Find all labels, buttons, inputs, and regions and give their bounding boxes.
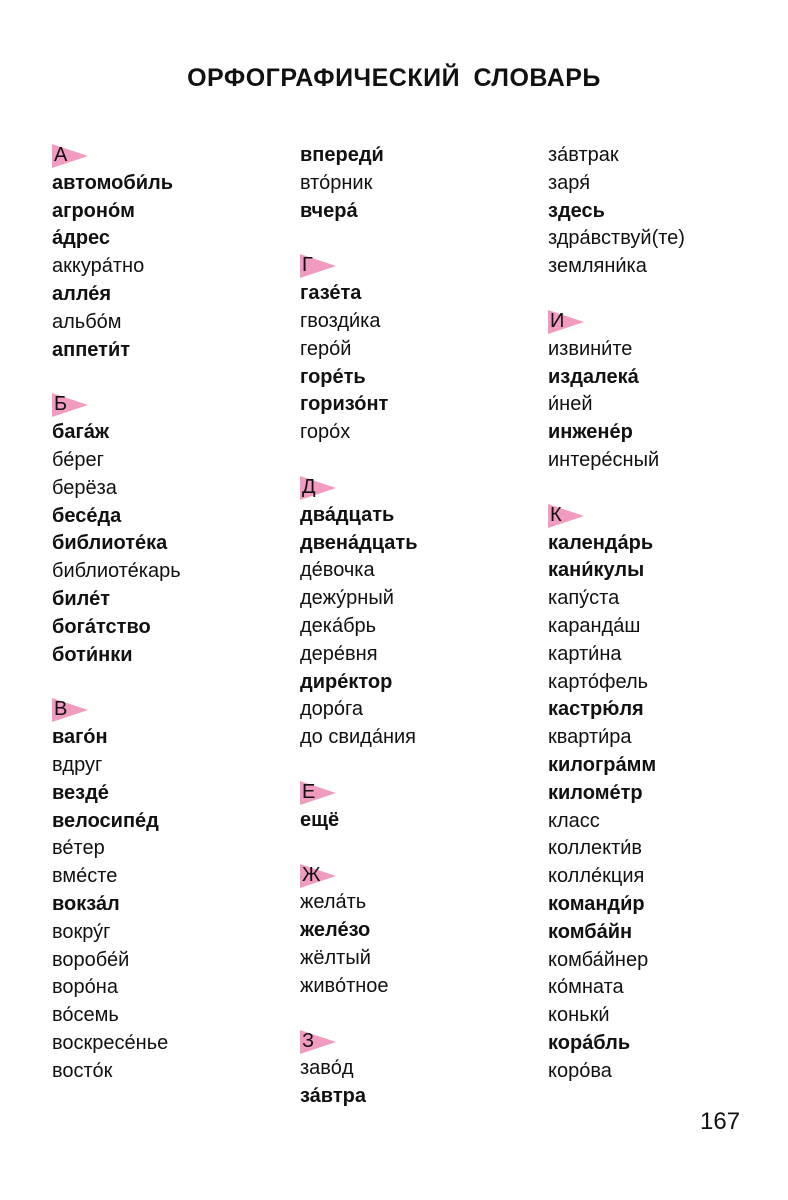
dictionary-word: карти́на	[548, 642, 622, 665]
dictionary-word: живо́тное	[300, 974, 389, 997]
dictionary-word: аккура́тно	[52, 255, 145, 278]
dictionary-word: ещё	[300, 808, 340, 831]
dictionary-word: заря́	[548, 171, 591, 194]
section-letter	[300, 474, 540, 502]
dictionary-word: везде́	[52, 781, 109, 804]
section-letter-text: К	[550, 503, 562, 526]
dictionary-column-2	[300, 142, 540, 1111]
dictionary-word: боти́нки	[52, 643, 133, 666]
dictionary-word: ко́мната	[548, 976, 624, 999]
section-letter-text: З	[302, 1029, 315, 1052]
section-gap	[52, 669, 292, 696]
dictionary-word: алле́я	[52, 282, 112, 305]
dictionary-word: воскресе́нье	[52, 1031, 169, 1054]
dictionary-word: дире́ктор	[300, 670, 393, 693]
dictionary-word: за́втрак	[548, 144, 619, 166]
section-letter-text: Г	[302, 254, 313, 277]
section-gap	[300, 835, 540, 862]
dictionary-word: интере́сный	[548, 448, 660, 471]
dictionary-word: издалека́	[548, 365, 639, 388]
section-letter	[52, 696, 292, 724]
dictionary-word: а́дрес	[52, 227, 111, 250]
dictionary-word: за́втра	[300, 1085, 366, 1108]
dictionary-word: желе́зо	[300, 919, 371, 942]
section-letter	[300, 779, 540, 807]
dictionary-word: библиоте́ка	[52, 532, 168, 555]
dictionary-word: бога́тство	[52, 615, 151, 638]
dictionary-word: бе́рег	[52, 448, 104, 471]
dictionary-word: газе́та	[300, 282, 362, 305]
dictionary-word: заво́д	[300, 1057, 354, 1080]
dictionary-word: двена́дцать	[300, 531, 418, 554]
section-letter	[300, 252, 540, 280]
dictionary-word: биле́т	[52, 587, 111, 610]
dictionary-word: агроно́м	[52, 199, 135, 222]
dictionary-word: воробе́й	[52, 948, 130, 971]
section-letter	[548, 308, 788, 336]
dictionary-word: коллекти́в	[548, 837, 643, 860]
dictionary-word: вчера́	[300, 199, 358, 222]
dictionary-word: вдруг	[52, 753, 103, 776]
section-letter-text: В	[54, 698, 68, 721]
dictionary-word: дежу́рный	[300, 587, 394, 610]
section-letter-text: Д	[302, 475, 316, 498]
dictionary-word: кани́кулы	[548, 559, 645, 582]
section-gap	[300, 1001, 540, 1028]
section-gap	[548, 475, 788, 502]
dictionary-word: комба́йн	[548, 920, 633, 943]
section-letter	[300, 1028, 540, 1056]
dictionary-word: автомоби́ль	[52, 171, 174, 194]
dictionary-word: кварти́ра	[548, 726, 632, 749]
dictionary-word: капу́ста	[548, 587, 620, 610]
section-letter-text: И	[550, 309, 565, 332]
dictionary-word: календа́рь	[548, 531, 654, 554]
dictionary-word: горизо́нт	[300, 393, 389, 416]
dictionary-word: гвозди́ка	[300, 309, 381, 332]
dictionary-word: впереди́	[300, 144, 384, 166]
section-letter-text: Б	[54, 393, 68, 416]
dictionary-word: инжене́р	[548, 421, 633, 444]
section-letter	[548, 502, 788, 530]
dictionary-word: земляни́ка	[548, 255, 647, 278]
dictionary-word: класс	[548, 809, 600, 832]
section-letter	[300, 862, 540, 890]
page-title: ОРФОГРАФИЧЕСКИЙ СЛОВАРЬ	[187, 64, 601, 92]
dictionary-word: каранда́ш	[548, 614, 641, 637]
dictionary-word: коньки́	[548, 1004, 610, 1027]
dictionary-word: здесь	[548, 199, 605, 222]
dictionary-word: бага́ж	[52, 421, 110, 444]
dictionary-word: аппети́т	[52, 338, 131, 361]
dictionary-word: жела́ть	[300, 891, 367, 914]
dictionary-word: де́вочка	[300, 559, 375, 582]
dictionary-word: комба́йнер	[548, 948, 649, 971]
dictionary-word: извини́те	[548, 337, 633, 360]
dictionary-word: велосипе́д	[52, 809, 159, 832]
dictionary-word: альбо́м	[52, 310, 122, 333]
dictionary-word: команди́р	[548, 892, 645, 915]
dictionary-word: ве́тер	[52, 837, 105, 860]
section-gap	[52, 364, 292, 391]
dictionary-word: жёлтый	[300, 946, 371, 969]
section-gap	[300, 447, 540, 474]
section-gap	[300, 225, 540, 252]
dictionary-column-3	[548, 142, 788, 1086]
dictionary-word: вме́сте	[52, 865, 118, 888]
dictionary-word: библиоте́карь	[52, 560, 181, 583]
section-gap	[300, 752, 540, 779]
dictionary-word: во́семь	[52, 1004, 119, 1027]
dictionary-word: геро́й	[300, 337, 352, 360]
dictionary-word: киломе́тр	[548, 781, 643, 804]
section-letter	[52, 142, 292, 170]
dictionary-word: дека́брь	[300, 614, 377, 637]
dictionary-word: горо́х	[300, 421, 351, 444]
section-gap	[548, 281, 788, 308]
dictionary-word: килогра́мм	[548, 753, 657, 776]
dictionary-column-1	[52, 142, 292, 1086]
dictionary-word: воро́на	[52, 976, 118, 999]
dictionary-word: бесе́да	[52, 504, 122, 527]
dictionary-word: здра́вствуй(те)	[548, 227, 685, 250]
section-letter-text: Ж	[302, 863, 321, 886]
dictionary-word: карто́фель	[548, 670, 649, 693]
page-number: 167	[700, 1108, 741, 1135]
dictionary-word: колле́кция	[548, 865, 645, 888]
dictionary-word: ваго́н	[52, 726, 108, 749]
dictionary-word: берёза	[52, 476, 117, 499]
dictionary-word: горе́ть	[300, 365, 366, 388]
dictionary-word: вокру́г	[52, 920, 111, 943]
dictionary-word: восто́к	[52, 1059, 113, 1082]
section-letter-text: А	[54, 144, 68, 166]
dictionary-word: и́ней	[548, 393, 593, 416]
dictionary-word: кастрю́ля	[548, 698, 644, 721]
dictionary-word: доро́га	[300, 698, 364, 721]
section-letter	[52, 391, 292, 419]
section-letter-text: Е	[302, 780, 316, 803]
dictionary-word: до свида́ния	[300, 726, 416, 749]
dictionary-word: вокза́л	[52, 892, 120, 915]
dictionary-word: два́дцать	[300, 503, 395, 526]
dictionary-word: вто́рник	[300, 171, 373, 194]
dictionary-word: кора́бль	[548, 1031, 631, 1054]
dictionary-word: коро́ва	[548, 1059, 612, 1082]
dictionary-word: дере́вня	[300, 642, 378, 665]
